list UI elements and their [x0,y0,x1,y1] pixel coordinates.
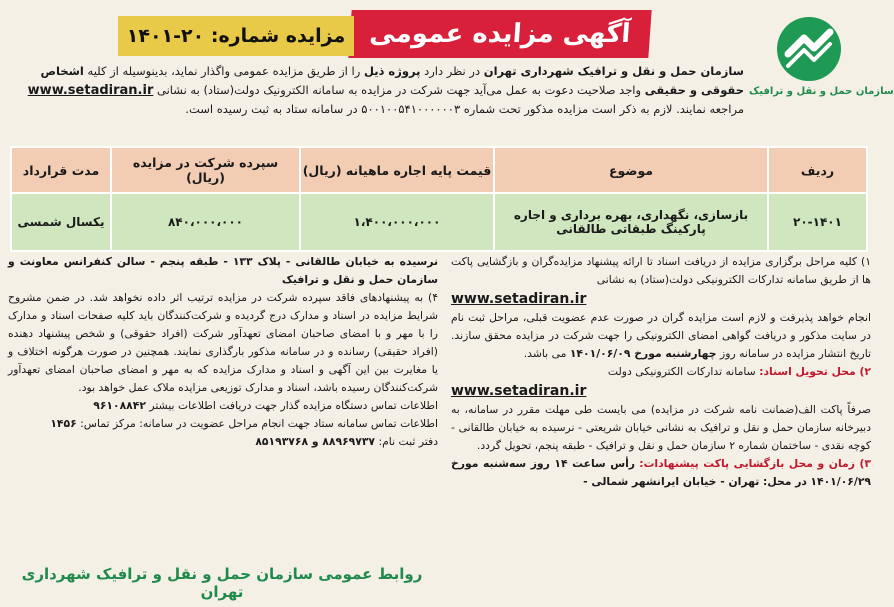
auction-table [10,146,868,252]
contact-info-1: اطلاعات تماس دستگاه مزایده گذار جهت دریافت اطلاعات بیشتر [149,399,438,412]
term-2-text-b: صرفاً پاکت الف(ضمانت نامه شرکت در مزایده) می بایست طی مهلت مقرر در سامانه، به دبیرخانه سازمان حمل و نقل و ترافیک به نشانی خیابان شریعتی - نرسیده به خیابان طالقانی - کوچه نقدی - ساختمان شماره ۲ سازمان حمل و نقل و ترافیک - طبقه پنجم، تحویل گردد. [451,403,871,452]
contact-phone-1: ۹۶۱۰۸۸۴۲ [93,399,146,412]
header-contract-duration: مدت قرارداد [11,147,111,193]
intro-text-3: واجد صلاحیت دعوت به عمل می‌آید جهت شرکت در مزایده به سامانه الکترونیک دولت(ستاد) به نشانی [157,83,642,97]
logo-icon [774,14,844,84]
cell-base-price: ۱،۴۰۰،۰۰۰،۰۰۰ [300,193,494,251]
organization-logo [749,14,894,124]
intro-paragraph [24,62,744,119]
cell-row-number: ۲۰-۱۴۰۱ [768,193,867,251]
term-2-text: سامانه تدارکات الکترونیکی دولت [607,365,756,378]
auction-number: مزایده شماره: ۲۰-۱۴۰۱ [118,16,354,56]
footer-signature: روابط عمومی سازمان حمل و نقل و ترافیک شهرداری تهران [21,565,423,601]
term-1-link[interactable]: www.setadiran.ir [451,291,587,307]
cell-subject: بازسازی، نگهداری، بهره برداری و اجاره پارکینگ طبقاتی طالقانی [494,193,768,251]
org-name: سازمان حمل و نقل و ترافیک شهرداری تهران [483,64,744,78]
term-2-title: ۲) محل تحویل اسناد: [759,365,871,378]
logo-caption: سازمان حمل و نقل و ترافیک [749,86,894,97]
term-3-time: رأس ساعت ۱۴ روز سه‌شنبه مورخ ۱۴۰۱/۰۶/۲۹ [451,457,871,488]
contact-info-2: اطلاعات تماس سامانه ستاد جهت انجام مراحل عضویت در سامانه: مرکز تماس: [80,417,438,430]
setad-link[interactable]: www.setadiran.ir [27,83,154,98]
term-1-text: ۱) کلیه مراحل برگزاری مزایده از دریافت اسناد تا ارائه پیشنهاد مزایده‌گران و بازگشایی پاکت ها از طریق سامانه تدارکات الکترونیکی دولت(ستاد) به نشانی [451,255,871,286]
intro-project: پروژه ذیل [363,64,421,78]
header-subject: موضوع [494,147,768,193]
contact-info-3: دفتر ثبت نام: [378,435,438,448]
term-2-link[interactable]: www.setadiran.ir [451,383,587,399]
terms-right-column [451,253,871,491]
header-row-number: ردیف [768,147,867,193]
term-3-continued: نرسیده به خیابان طالقانی - پلاک ۱۳۳ - طبقه پنجم - سالن کنفرانس معاونت و سازمان حمل و نقل و ترافیک [8,255,438,286]
terms-left-column [8,253,438,451]
contact-phone-3: ۸۸۹۶۹۷۳۷ و ۸۵۱۹۳۷۶۸ [255,435,376,448]
cell-deposit: ۸۴۰،۰۰۰،۰۰۰ [111,193,300,251]
table-header-row [11,147,867,193]
contact-phone-2: ۱۴۵۶ [50,417,77,430]
terms-section [8,253,871,601]
header-base-price: قیمت پایه اجاره ماهیانه (ریال) [300,147,494,193]
intro-text-4: مراجعه نمایند. لازم به ذکر است مزایده مذکور تحت شماره ۵۰۰۱۰۰۵۴۱۰۰۰۰۰۰۳ در سامانه ستاد به ثبت رسیده است. [185,102,744,116]
ad-title: آگهی مزایده عمومی [348,10,651,58]
term-1-date: چهارشنبه مورخ ۱۴۰۱/۰۶/۰۹ [569,347,717,360]
term-1-text-b: انجام خواهد پذیرفت و لازم است مزایده گران در صورت عدم عضویت قبلی، مراحل ثبت نام در سایت مذکور و دریافت گواهی امضای الکترونیکی را جهت شرکت در مزایده محقق سازند. تاریخ انتشار مزایده در سامانه روز [451,311,871,360]
intro-text-1: در نظر دارد [424,64,481,78]
intro-persons: اشخاص حقوقی و حقیقی [40,64,744,97]
intro-text-2: را از طریق مزایده عمومی واگذار نماید، بدینوسیله از کلیه [87,64,361,78]
table-row [11,193,867,251]
term-3-place: در محل: تهران - خیابان ایرانشهر شمالی - [583,475,807,488]
term-3-title: ۳) زمان و محل بازگشایی پاکت پیشنهادات: [639,457,872,470]
term-1-end: می باشد. [523,347,567,360]
term-4-text: ۴) به پیشنهادهای فاقد سپرده شرکت در مزایده ترتیب اثر داده نخواهد شد. در ضمن مشروح شرایط مزایده در اسناد و مدارک درج گردیده و شرکت‌کنندگان باید کلیه صفحات اسناد و مدارک را با مهر و با امضای صاحبان امضای تعهدآور شرکت (افراد حقوقی) و شخص پیشنهاد دهنده (افراد حقیقی) رسانده و در سامانه مذکور بارگذاری نمایند. همچنین در صورت هرگونه اختلاف و یا مغایرت بین این آگهی و اسناد و مدارک مزایده که به مهر و امضای صاحبان امضای تعهدآور شرکت‌کنندگان رسیده باشد، اسناد و مدارک توزیعی مزایده ملاک عمل خواهد بود. [8,291,438,394]
cell-contract-duration: یکسال شمسی [11,193,111,251]
header-deposit: سپرده شرکت در مزایده (ریال) [111,147,300,193]
